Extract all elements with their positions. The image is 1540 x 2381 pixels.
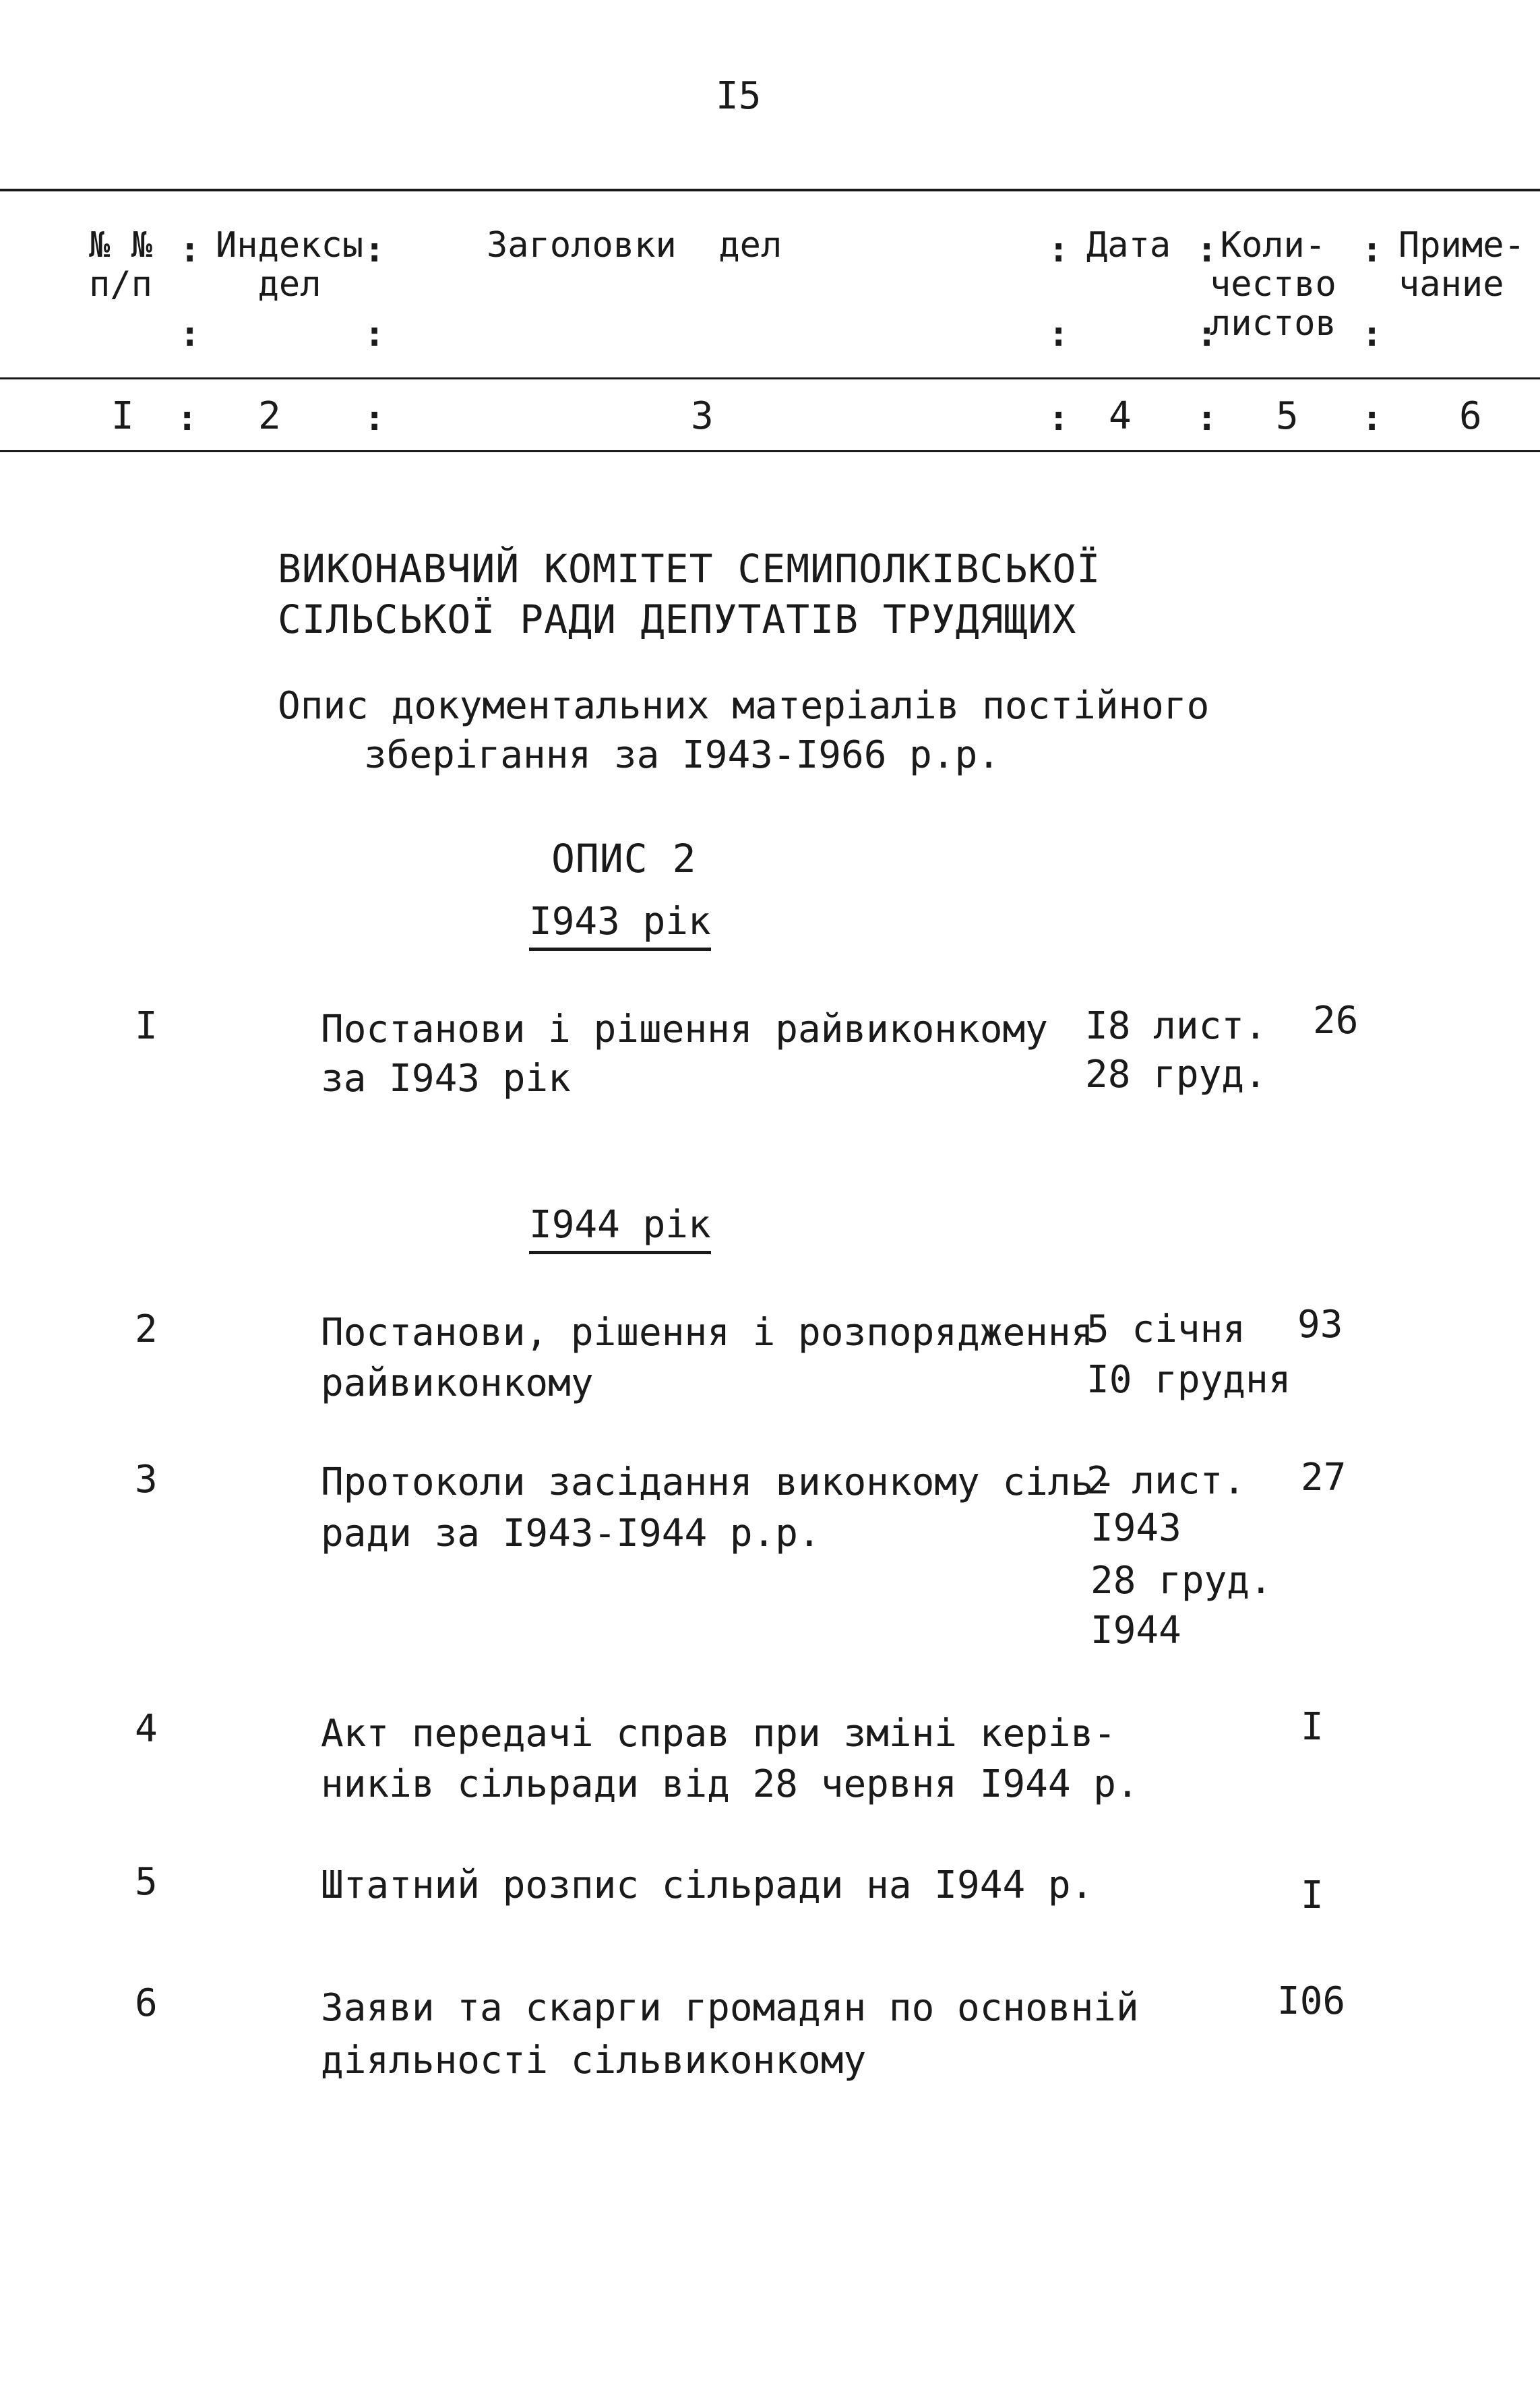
header-separator: : bbox=[1048, 230, 1070, 270]
entry-title-line-1: Постанови і рішення райвиконкому bbox=[321, 1008, 1048, 1051]
header-mid-rule bbox=[0, 377, 1540, 379]
entry-title-line-2: за I943 рік bbox=[321, 1057, 571, 1101]
entry-sheets: 26 bbox=[1313, 999, 1359, 1043]
entry-number: 2 bbox=[135, 1307, 158, 1351]
column-number: 2 bbox=[258, 394, 281, 438]
column-number: I bbox=[111, 394, 134, 438]
header-separator: : bbox=[1048, 398, 1070, 439]
entry-date-line-1: 2 лист. bbox=[1086, 1459, 1246, 1503]
inventory-title-line-2: зберігання за I943-I966 р.р. bbox=[364, 733, 1001, 777]
column-number: 3 bbox=[691, 394, 714, 438]
entry-number: 3 bbox=[135, 1458, 158, 1502]
entry-title-line-2: ників сільради від 28 червня I944 р. bbox=[321, 1762, 1139, 1806]
header-col-sheets: Коли- чество листов bbox=[1210, 225, 1336, 344]
column-number: 4 bbox=[1109, 394, 1132, 438]
entry-sheets: I bbox=[1301, 1874, 1324, 1917]
entry-title-line-1: Штатний розпис сільради на I944 р. bbox=[321, 1863, 1094, 1907]
entry-sheets: I06 bbox=[1277, 1979, 1346, 2023]
entry-number: 6 bbox=[135, 1981, 158, 2025]
entry-title-line-2: райвиконкому bbox=[321, 1361, 594, 1405]
year-heading-1943: I943 рік bbox=[529, 903, 711, 951]
header-separator: : bbox=[1196, 398, 1218, 439]
header-separator: : bbox=[364, 314, 386, 354]
entry-number: I bbox=[135, 1004, 158, 1048]
header-separator: : bbox=[179, 230, 201, 270]
inventory-number: ОПИС 2 bbox=[551, 836, 697, 882]
header-separator: : bbox=[1361, 230, 1383, 270]
organization-line-2: СІЛЬСЬКОЇ РАДИ ДЕПУТАТІВ ТРУДЯЩИХ bbox=[278, 596, 1077, 642]
header-col-notes: Приме- чание bbox=[1398, 225, 1525, 305]
entry-date-line-1: I8 лист. bbox=[1085, 1004, 1267, 1048]
entry-title-line-1: Заяви та скарги громадян по основній bbox=[321, 1986, 1139, 2030]
entry-date-line-1: 5 січня bbox=[1086, 1307, 1246, 1351]
header-col-date: Дата bbox=[1086, 225, 1171, 266]
entry-sheets: 93 bbox=[1297, 1303, 1343, 1347]
inventory-title-line-1: Опис документальних матеріалів постійного bbox=[278, 684, 1210, 728]
entry-number: 4 bbox=[135, 1707, 158, 1751]
entry-date-line-4: I944 bbox=[1090, 1609, 1181, 1652]
entry-title-line-1: Акт передачі справ при зміні керів- bbox=[321, 1712, 1117, 1756]
header-separator: : bbox=[364, 230, 386, 270]
year-heading-1944: I944 рік bbox=[529, 1206, 711, 1254]
entry-date-line-2: 28 груд. bbox=[1085, 1053, 1267, 1096]
entry-date-line-2: I943 bbox=[1090, 1506, 1181, 1550]
header-col-index: Индексы дел bbox=[216, 225, 364, 305]
header-top-rule bbox=[0, 189, 1540, 191]
header-separator: : bbox=[1196, 314, 1218, 354]
column-number: 5 bbox=[1276, 394, 1299, 438]
header-separator: : bbox=[177, 398, 198, 439]
header-separator: : bbox=[1048, 314, 1070, 354]
header-separator: : bbox=[179, 314, 201, 354]
entry-date-line-2: I0 грудня bbox=[1086, 1358, 1291, 1402]
entry-sheets: I bbox=[1301, 1705, 1324, 1749]
header-bottom-rule bbox=[0, 450, 1540, 452]
entry-date-line-3: 28 груд. bbox=[1090, 1559, 1272, 1603]
column-number: 6 bbox=[1459, 394, 1482, 438]
header-separator: : bbox=[1196, 230, 1218, 270]
entry-title-line-2: ради за I943-I944 р.р. bbox=[321, 1512, 821, 1555]
entry-number: 5 bbox=[135, 1860, 158, 1904]
page-number: I5 bbox=[716, 74, 762, 118]
organization-line-1: ВИКОНАВЧИЙ КОМІТЕТ СЕМИПОЛКІВСЬКОЇ bbox=[278, 546, 1101, 592]
header-separator: : bbox=[1361, 314, 1383, 354]
entry-title-line-1: Протоколи засідання виконкому сіль- bbox=[321, 1460, 1117, 1504]
header-col-title: Заголовки дел bbox=[487, 225, 782, 266]
entry-title-line-1: Постанови, рішення і розпорядження bbox=[321, 1311, 1094, 1355]
header-col-number: № № п/п bbox=[89, 225, 152, 305]
header-separator: : bbox=[364, 398, 386, 439]
header-separator: : bbox=[1361, 398, 1383, 439]
entry-title-line-2: діяльності сільвиконкому bbox=[321, 2039, 867, 2082]
entry-sheets: 27 bbox=[1301, 1456, 1347, 1499]
